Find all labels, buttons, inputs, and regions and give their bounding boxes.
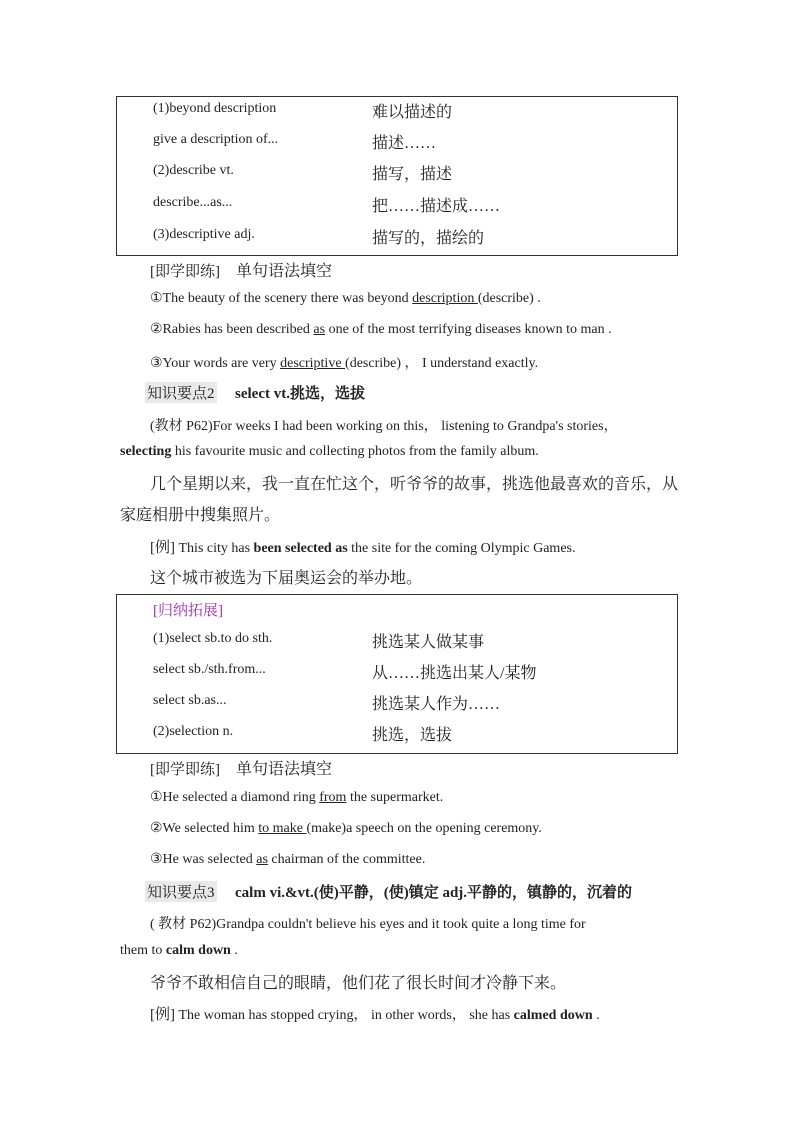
phrase-zh: 难以描述的 [372, 104, 453, 121]
example-text: . [592, 1008, 600, 1023]
table-row [117, 689, 677, 719]
practice-tag: [即学即练] [150, 762, 220, 778]
phrase-zh: 挑选某人作为…… [372, 696, 501, 713]
practice-title: 单句语法填空 [236, 263, 333, 280]
phrase-zh: 描述…… [372, 135, 437, 152]
summary-box-description [116, 96, 678, 256]
translation: 几个星期以来，我一直在忙这个，听爷爷的故事，挑选他最喜欢的音乐，从 [150, 476, 679, 493]
phrase-en: select sb.as... [153, 693, 227, 708]
example-text: the site for the coming Olympic Games. [347, 541, 576, 556]
exercise-text: the supermarket. [346, 790, 444, 805]
knowledge-point-title: select vt.挑选，选拔 [235, 386, 365, 402]
example-tag: [例] [150, 540, 175, 556]
exercise-text: one of the most terrifying diseases known to man . [325, 322, 612, 337]
exercise-item [150, 789, 443, 806]
table-row [117, 658, 677, 688]
keyword: selecting [120, 444, 172, 459]
example-translation: 这个城市被选为下届奥运会的举办地。 [150, 570, 423, 587]
exercise-text: ①He selected a diamond ring [150, 790, 320, 805]
phrase-zh: 挑选，选拔 [372, 727, 453, 744]
exercise-answer: to make [258, 821, 307, 836]
knowledge-point-tag: 知识要点2 [145, 382, 217, 403]
exercise-answer: from [319, 790, 347, 805]
exercise-item [150, 820, 542, 837]
example-sentence [150, 536, 575, 557]
exercise-item [150, 321, 612, 338]
table-row [117, 627, 677, 657]
exercise-item [150, 290, 541, 307]
phrase-zh: 描写，描述 [372, 166, 453, 183]
exercise-text: ②We selected him [150, 821, 259, 836]
phrase-en: give a description of... [153, 132, 279, 147]
exercise-text: (describe) . [477, 291, 541, 306]
practice-tag: [即学即练] [150, 264, 220, 280]
phrase-en: (1)beyond description [153, 101, 277, 116]
exercise-answer: as [313, 322, 326, 337]
phrase-en: select sb./sth.from... [153, 662, 266, 677]
exercise-answer: as [256, 852, 268, 867]
exercise-text: chairman of the committee. [267, 852, 426, 867]
phrase-en: (1)select sb.to do sth. [153, 631, 273, 646]
exercise-item [150, 352, 538, 372]
table-row [117, 191, 677, 221]
phrase-zh: 描写的，描绘的 [372, 230, 485, 247]
exercise-text: ①The beauty of the scenery there was beyond [150, 291, 413, 306]
exercise-answer: descriptive [280, 356, 346, 371]
practice-heading [150, 756, 332, 779]
table-row [117, 223, 677, 253]
exercise-text: ③Your words are very [150, 356, 281, 371]
example-tag: [例] [150, 1007, 175, 1023]
exercise-text: ②Rabies has been described [150, 322, 314, 337]
table-row [117, 159, 677, 189]
quote-text: . [230, 943, 238, 958]
table-row [117, 128, 677, 158]
translation: 爷爷不敢相信自己的眼睛，他们花了很长时间才冷静下来。 [150, 975, 567, 992]
keyword: calmed down [513, 1008, 593, 1023]
textbook-quote: ( 教材 P62)Grandpa couldn't believe his eyes and it took quite a long time for [150, 917, 586, 932]
exercise-text: (make)a speech on the opening ceremony. [306, 821, 542, 836]
phrase-en: (3)descriptive adj. [153, 227, 255, 242]
phrase-en: describe...as... [153, 195, 233, 210]
keyword: calm down [165, 943, 231, 958]
quote-text: them to [120, 943, 166, 958]
table-row [117, 720, 677, 750]
exercise-text: (describe) ， I understand exactly. [345, 356, 539, 371]
practice-heading [150, 258, 332, 281]
example-sentence [150, 1003, 600, 1024]
summary-box-select [116, 594, 678, 754]
phrase-zh: 把……描述成…… [372, 198, 501, 215]
exercise-text: ③He was selected [150, 852, 257, 867]
translation-cont: 家庭相册中搜集照片。 [120, 507, 281, 524]
textbook-quote-cont [120, 943, 238, 959]
practice-title: 单句语法填空 [236, 761, 333, 778]
phrase-en: (2)describe vt. [153, 163, 234, 178]
box-header: [归纳拓展] [153, 603, 223, 619]
phrase-zh: 挑选某人做某事 [372, 634, 485, 651]
phrase-zh: 从……挑选出某人/某物 [372, 665, 537, 682]
table-row [117, 97, 677, 127]
exercise-item [150, 851, 425, 868]
textbook-quote-cont [120, 444, 539, 460]
example-text: This city has [175, 541, 254, 556]
knowledge-point-tag: 知识要点3 [145, 881, 217, 902]
phrase-en: (2)selection n. [153, 724, 234, 739]
exercise-answer: description [412, 291, 478, 306]
knowledge-point-title: calm vi.&vt.(使)平静，(使)镇定 adj.平静的，镇静的，沉着的 [235, 885, 633, 901]
example-text: The woman has stopped crying， in other words， she has [175, 1008, 514, 1023]
quote-text: his favourite music and collecting photos from the family album. [171, 444, 539, 459]
textbook-quote: (教材 P62)For weeks I had been working on this， listening to Grandpa's stories， [150, 419, 618, 434]
keyword: been selected as [253, 541, 348, 556]
